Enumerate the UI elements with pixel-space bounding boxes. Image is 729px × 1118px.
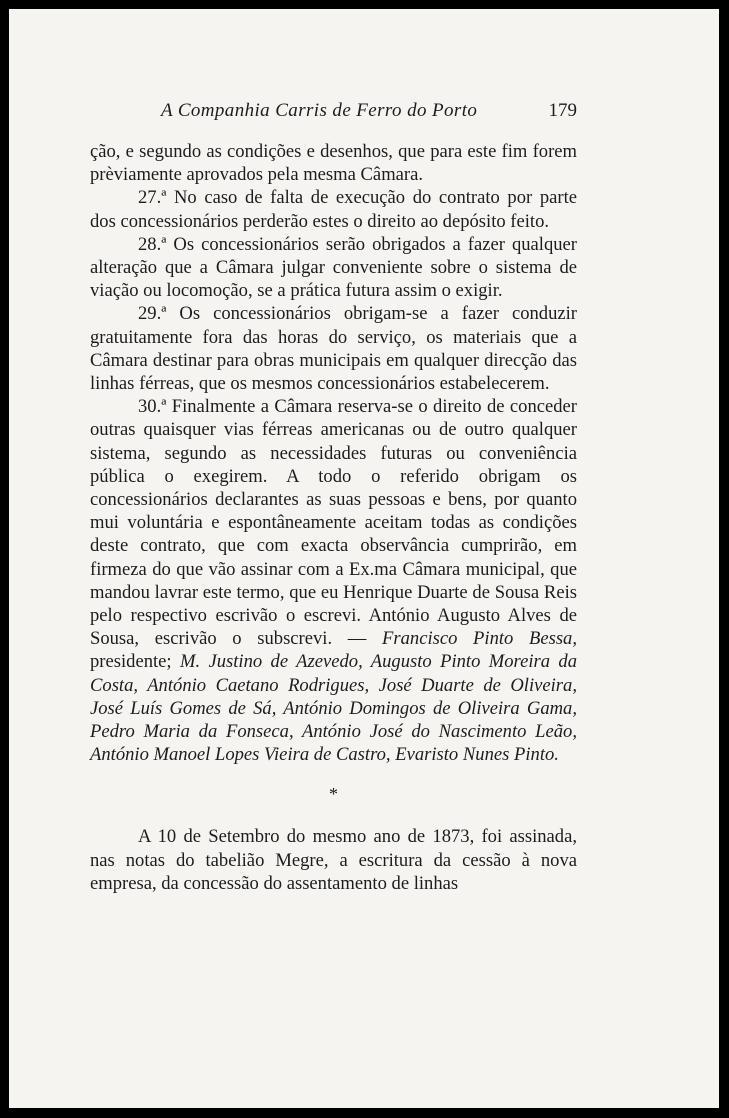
- page-header: [161, 99, 577, 123]
- paragraph-continuation: ção, e segundo as condições e desenhos, que para este fim forem prèviamente aprovados pela mesma Câmara.: [90, 141, 577, 186]
- clause-27: 27.ª No caso de falta de execução do contrato por parte dos concessionários perderão estes o direito ao depósito feito.: [90, 187, 577, 232]
- paragraph-1873: A 10 de Setembro do mesmo ano de 1873, foi assinada, nas notas do tabelião Megre, a escritura da cessão à nova empresa, da concessão do assentamento de linhas: [90, 826, 577, 894]
- clause-28: 28.ª Os concessionários serão obrigados a fazer qualquer alteração que a Câmara julgar conveniente sobre o sistema de viação ou locomoção, se a prática futura assim o exigir.: [90, 233, 577, 302]
- president-name: Francisco Pinto Bessa,: [382, 628, 578, 650]
- section-separator: *: [329, 784, 338, 805]
- president-role: presidente;: [90, 651, 172, 673]
- clause-30-text: 30.ª Finalmente a Câmara reserva-se o direito de conceder outras quaisquer vias férreas americanas ou de outro qualquer sistema, segundo as necessidades futuras ou conveniência pública o exegirem. A todo o referido obrigam os concessionários declarantes as suas pessoas e bens, por quanto mui voluntária e espontâneamente aceitam todas as condições deste contrato, que com exacta observância cumprirão, em firmeza do que vão assinar com a Ex.ma Câmara municipal, que mandou lavrar este termo, que eu Henrique Duarte de Sousa Reis pelo respectivo escrivão o escrevi. António Augusto Alves de Sousa, escrivão o subscrevi. —: [90, 396, 577, 650]
- page-number: 179: [548, 100, 577, 121]
- clause-29: 29.ª Os concessionários obrigam-se a fazer conduzir gratuitamente fora das horas do serviço, os materiais que a Câmara destinar para obras municipais em qualquer direcção das linhas férreas, que os mesmos concessionários estabelecerem.: [90, 303, 577, 395]
- signatories: M. Justino de Azevedo, Augusto Pinto Moreira da Costa, António Caetano Rodrigues, José Duarte de Oliveira, José Luís Gomes de Sá, António Domingos de Oliveira Gama, Pedro Maria da Fonseca, António José do Nascimento Leão, António Manoel Lopes Vieira de Castro, Evaristo Nunes Pinto.: [90, 651, 577, 766]
- page-body: [90, 140, 577, 895]
- running-title: A Companhia Carris de Ferro do Porto: [161, 100, 478, 121]
- clause-30: [90, 395, 577, 766]
- book-page: [9, 9, 719, 1108]
